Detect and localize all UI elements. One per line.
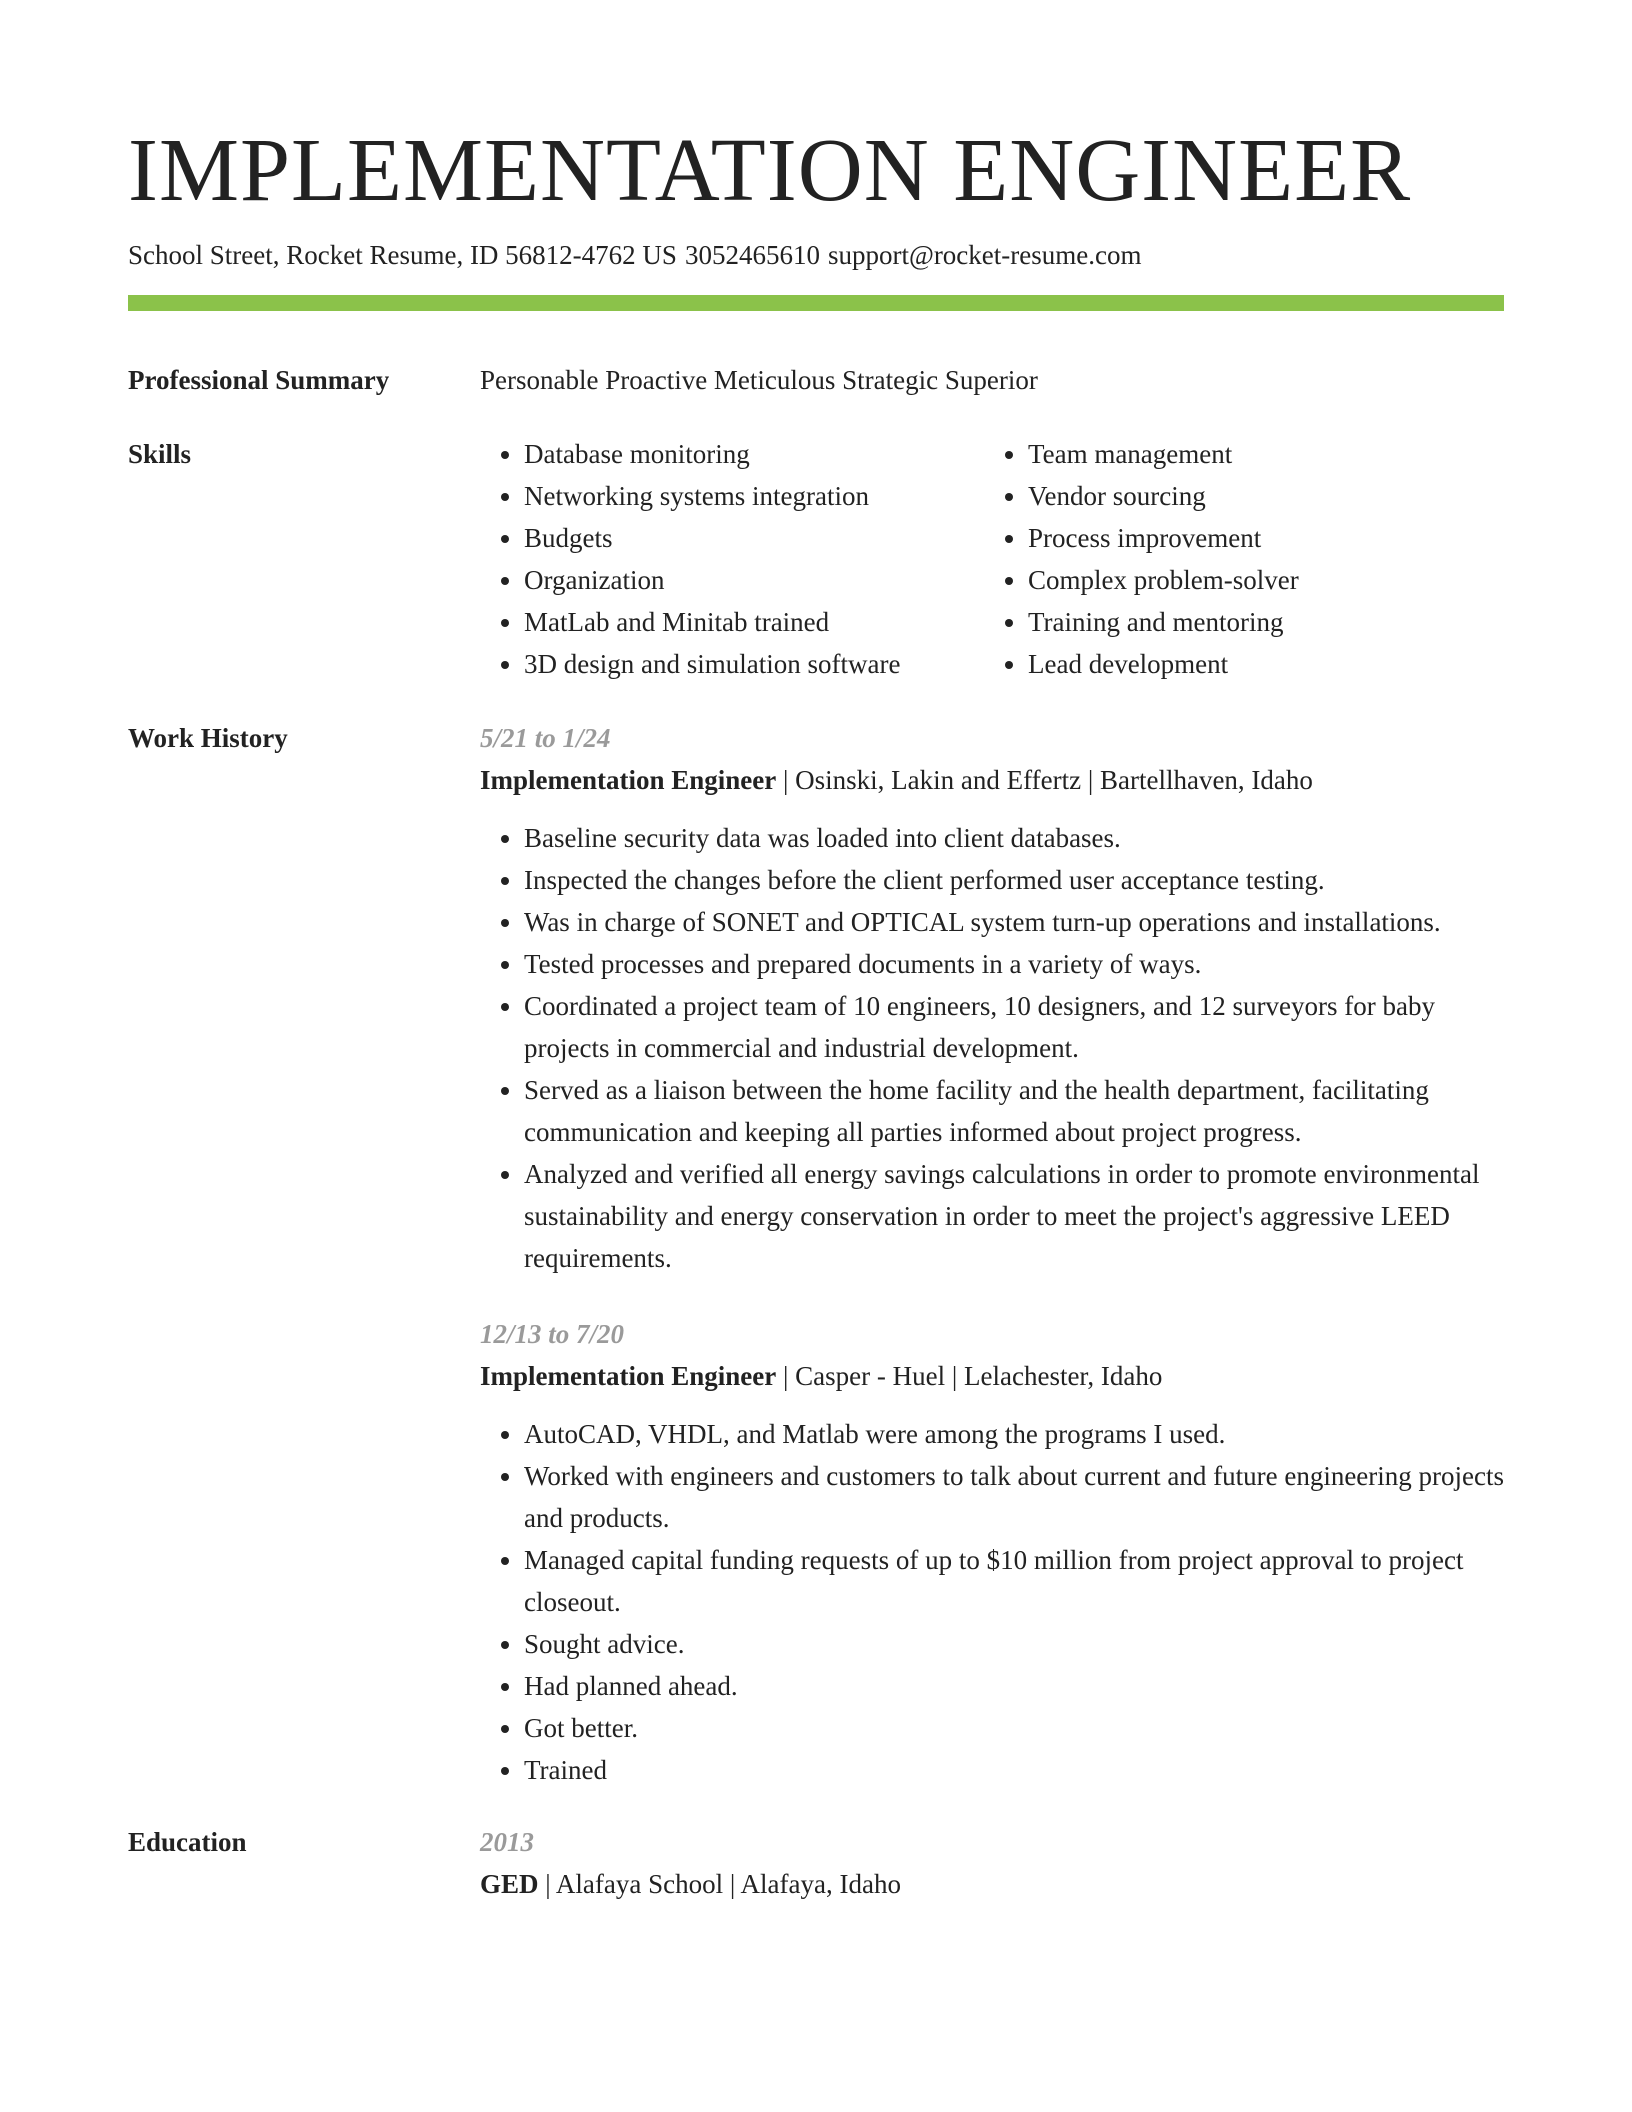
job-bullet: • Was in charge of SONET and OPTICAL system turn-up operations and installations.: [524, 901, 1504, 943]
job-bullet: • Tested processes and prepared documents in a variety of ways.: [524, 943, 1504, 985]
job-employer-location: | Casper - Huel | Lelachester, Idaho: [776, 1361, 1163, 1392]
job-bullet: • Worked with engineers and customers to talk about current and future engineering projects and products.: [524, 1455, 1504, 1539]
summary-text: Personable Proactive Meticulous Strategic Superior: [480, 365, 1038, 396]
skill-item: • Complex problem-solver: [1028, 559, 1488, 601]
job-bullet: • Coordinated a project team of 10 engineers, 10 designers, and 12 surveyors for baby projects in commercial and industrial development.: [524, 985, 1504, 1069]
job-dates: 12/13 to 7/20: [480, 1319, 625, 1350]
job-title: Implementation Engineer: [480, 765, 777, 796]
contact-email: support@rocket-resume.com: [827, 240, 1142, 270]
education-year: 2013: [480, 1827, 534, 1858]
job-title: Implementation Engineer: [480, 1361, 777, 1392]
skill-item: • Training and mentoring: [1028, 601, 1488, 643]
job-bullet: • Analyzed and verified all energy savings calculations in order to promote environmental sustainability and energy conservation in order to meet the project's aggressive LEED requirements.: [524, 1153, 1504, 1279]
job-bullet: • AutoCAD, VHDL, and Matlab were among the programs I used.: [524, 1413, 1504, 1455]
job-entry: [480, 717, 1504, 1279]
skill-item: • Database monitoring: [524, 433, 984, 475]
job-bullet: • Managed capital funding requests of up to $10 million from project approval to project closeout.: [524, 1539, 1504, 1623]
job-bullet-list: [480, 1413, 1504, 1791]
job-bullet: • Inspected the changes before the client performed user acceptance testing.: [524, 859, 1504, 901]
job-employer-location: | Osinski, Lakin and Effertz | Bartellhaven, Idaho: [776, 765, 1313, 796]
work-history-body: [480, 717, 1504, 1791]
job-bullet: • Had planned ahead.: [524, 1665, 1504, 1707]
skill-item: • Vendor sourcing: [1028, 475, 1488, 517]
job-heading: [480, 759, 1504, 801]
skill-item: • 3D design and simulation software: [524, 643, 984, 685]
skill-item: • Networking systems integration: [524, 475, 984, 517]
education-heading: [480, 1863, 1504, 1905]
skill-item: • Budgets: [524, 517, 984, 559]
contact-line: [128, 238, 1504, 273]
job-heading: [480, 1355, 1504, 1397]
job-bullet: • Got better.: [524, 1707, 1504, 1749]
resume-title: IMPLEMENTATION ENGINEER: [128, 121, 1412, 220]
education-body: [480, 1821, 1504, 1905]
skills-column-left: [480, 433, 984, 685]
education-degree: GED: [480, 1869, 539, 1900]
job-bullet-list: [480, 817, 1504, 1279]
contact-phone: 3052465610: [684, 240, 820, 270]
skill-item: • Process improvement: [1028, 517, 1488, 559]
skills-column-right: [984, 433, 1488, 685]
skills-label: Skills: [128, 439, 192, 470]
skill-item: • Team management: [1028, 433, 1488, 475]
job-entry: [480, 1313, 1504, 1791]
education-section: [128, 1821, 1504, 1905]
job-bullet: • Sought advice.: [524, 1623, 1504, 1665]
job-bullet: • Trained: [524, 1749, 1504, 1791]
skill-item: • Organization: [524, 559, 984, 601]
summary-section: [128, 359, 1504, 401]
skills-columns: [480, 433, 1504, 685]
summary-label: Professional Summary: [128, 365, 390, 396]
job-dates: 5/21 to 1/24: [480, 723, 611, 754]
skill-item: • Lead development: [1028, 643, 1488, 685]
skills-section: [128, 433, 1504, 685]
contact-address: School Street, Rocket Resume, ID 56812-4762 US: [128, 240, 677, 270]
work-history-section: [128, 717, 1504, 1791]
work-history-label: Work History: [128, 723, 288, 754]
skills-list-right: [984, 433, 1488, 685]
education-label: Education: [128, 1827, 247, 1858]
header-divider: [128, 295, 1504, 311]
skills-list-left: [480, 433, 984, 685]
job-bullet: • Served as a liaison between the home facility and the health department, facilitating communication and keeping all parties informed about project progress.: [524, 1069, 1504, 1153]
education-school-location: | Alafaya School | Alafaya, Idaho: [538, 1869, 901, 1900]
skill-item: • MatLab and Minitab trained: [524, 601, 984, 643]
job-bullet: • Baseline security data was loaded into client databases.: [524, 817, 1504, 859]
